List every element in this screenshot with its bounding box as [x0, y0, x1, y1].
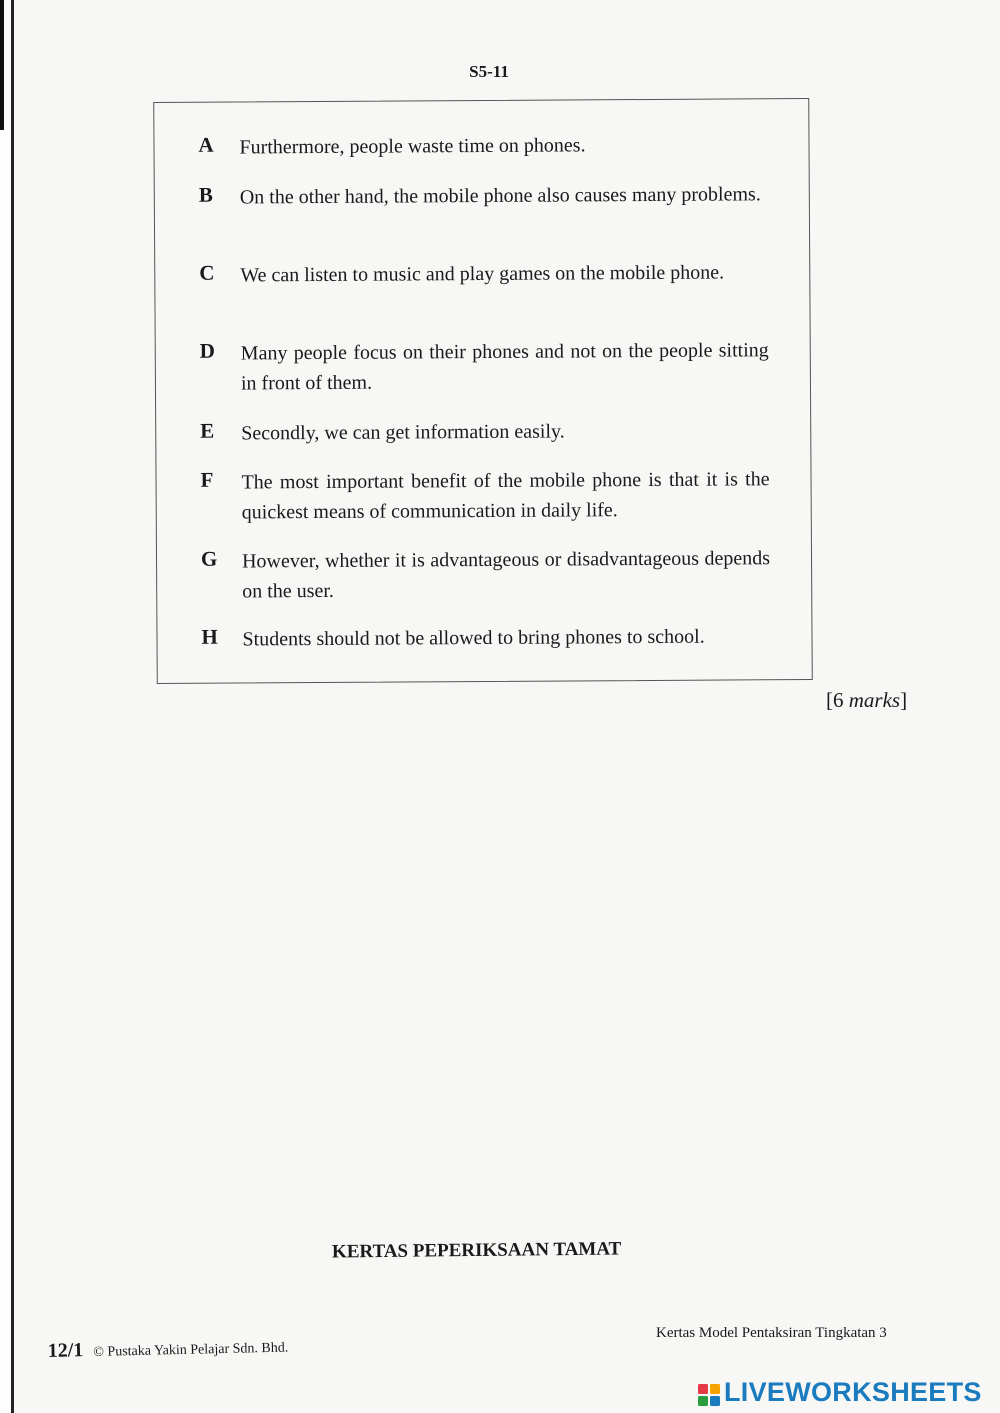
brand-text: LIVEWORKSHEETS: [724, 1377, 982, 1407]
option-letter: H: [201, 624, 218, 649]
option-text: Many people focus on their phones and not on the people sitting in front of them.: [240, 339, 769, 395]
option-text: Furthermore, people waste time on phones.: [239, 134, 586, 159]
options-box: [153, 98, 813, 684]
option-text: On the other hand, the mobile phone also causes many problems.: [239, 183, 761, 209]
marks-open: [6: [826, 688, 849, 712]
option-text: Students should not be allowed to bring phones to school.: [242, 625, 705, 651]
option-f: [200, 464, 770, 524]
logo-square-orange: [710, 1384, 720, 1394]
marks-close: ]: [900, 688, 908, 712]
option-letter: G: [200, 546, 218, 571]
footer-left: [47, 1335, 288, 1363]
liveworksheets-brand[interactable]: [698, 1376, 998, 1412]
option-a: [198, 129, 768, 159]
option-letter: D: [199, 338, 215, 363]
end-of-paper-title: KERTAS PEPERIKSAAN TAMAT: [331, 1238, 622, 1263]
option-letter: A: [198, 132, 214, 157]
logo-square-green: [698, 1396, 708, 1406]
option-letter: F: [200, 467, 214, 492]
option-h: [201, 621, 771, 651]
publisher-credit: © Pustaka Yakin Pelajar Sdn. Bhd.: [93, 1340, 289, 1360]
liveworksheets-logo-icon: [698, 1384, 720, 1406]
option-b: [198, 179, 769, 209]
marks-allocation: [826, 688, 907, 713]
option-letter: C: [199, 260, 215, 285]
logo-square-blue: [710, 1396, 720, 1406]
option-text: Secondly, we can get information easily.: [241, 420, 565, 445]
marks-word: marks: [848, 688, 901, 712]
option-text: We can listen to music and play games on the mobile phone.: [240, 261, 725, 287]
option-g: [200, 543, 771, 603]
paper-code: 12/1: [47, 1339, 84, 1363]
option-d: [199, 335, 770, 395]
page-code: S5-11: [469, 62, 509, 81]
page-binding-edge: [0, 0, 14, 1413]
series-title: Kertas Model Pentaksiran Tingkatan 3: [656, 1325, 887, 1341]
option-c: [199, 257, 769, 287]
option-e: [200, 415, 770, 445]
logo-square-red: [698, 1384, 708, 1394]
option-text: The most important benefit of the mobile phone is that it is the quickest means of communication in daily life.: [241, 468, 770, 524]
option-text: However, whether it is advantageous or disadvantageous depends on the user.: [241, 547, 771, 603]
option-letter: E: [200, 418, 215, 443]
option-letter: B: [198, 182, 213, 207]
